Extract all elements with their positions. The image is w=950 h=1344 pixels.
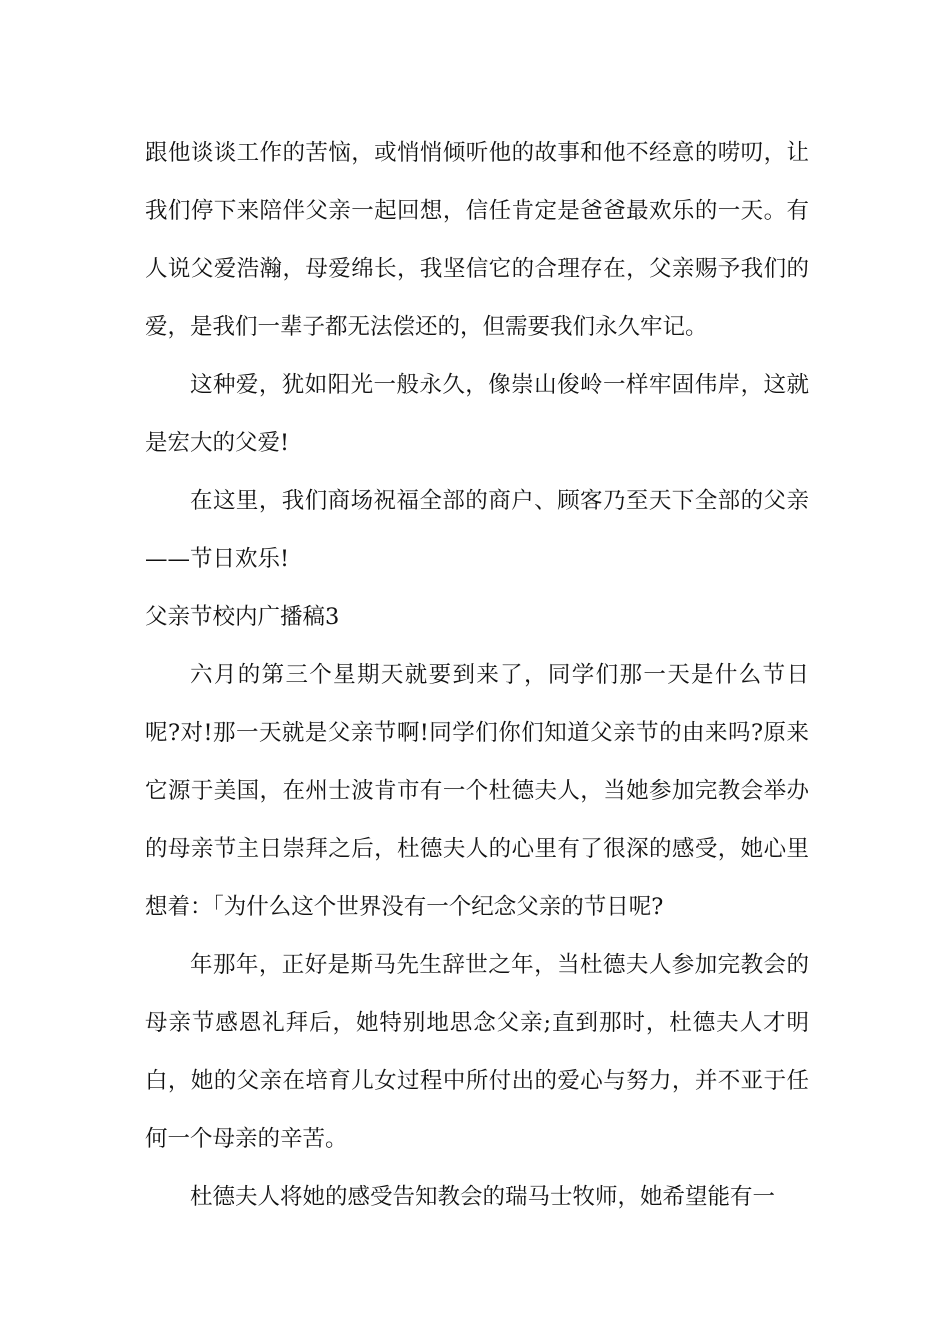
paragraph-blessing: 在这里，我们商场祝福全部的商户、顾客乃至天下全部的父亲——节日欢乐! [145, 488, 809, 572]
paragraph-origin: 六月的第三个星期天就要到来了，同学们那一天是什么节日呢?对!那一天就是父亲节啊!同学们你们知道父亲节的由来吗?原来它源于美国，在州士波肯市有一个杜德夫人，当她参加完教会举办的母亲节主日崇拜之后，杜德夫人的心里有了很深的感受，她心里想着：「为什么这个世界没有一个纪念父亲的节日呢? [145, 662, 809, 920]
section-heading: 父亲节校内广播稿3 [145, 604, 340, 630]
paragraph-pastor: 杜德夫人将她的感受告知教会的瑞马士牧师，她希望能有一 [190, 1184, 776, 1210]
paragraph-year: 年那年，正好是斯马先生辞世之年，当杜德夫人参加完教会的母亲节感恩礼拜后，她特别地思念父亲;直到那时，杜德夫人才明白，她的父亲在培育儿女过程中所付出的爱心与努力，并不亚于任何一个母亲的辛苦。 [145, 952, 809, 1152]
paragraph-fathers-love: 这种爱，犹如阳光一般永久，像崇山俊岭一样牢固伟岸，这就是宏大的父爱! [145, 372, 809, 456]
paragraph-continuation: 跟他谈谈工作的苦恼，或悄悄倾听他的故事和他不经意的唠叨，让我们停下来陪伴父亲一起回想，信任肯定是爸爸最欢乐的一天。有人说父爱浩瀚，母爱绵长，我坚信它的合理存在，父亲赐予我们的爱，是我们一辈子都无法偿还的，但需要我们永久牢记。 [145, 140, 809, 340]
document-body [145, 124, 809, 1226]
